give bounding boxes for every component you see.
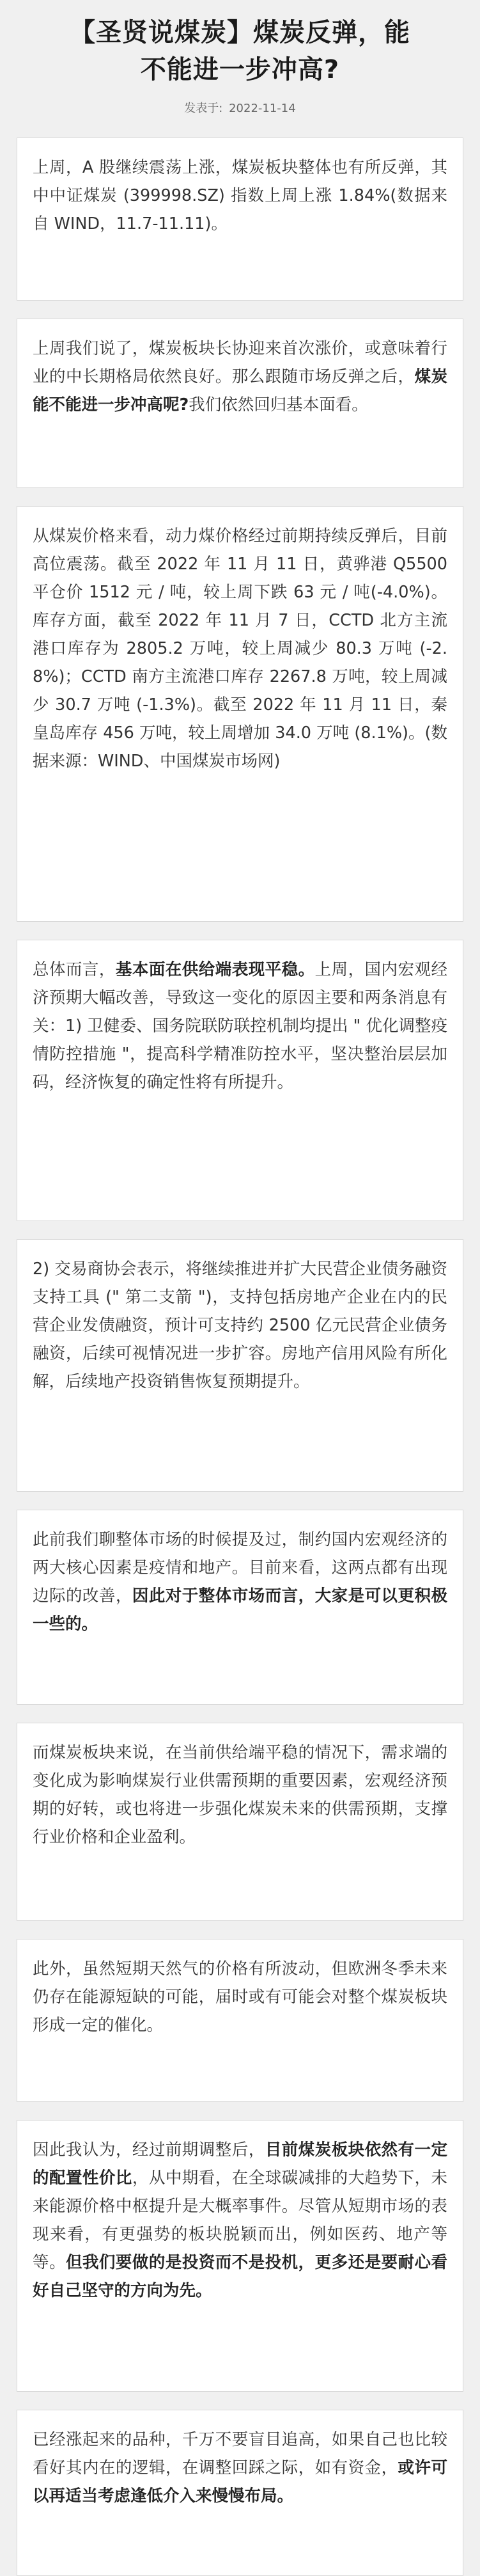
article-title: 【圣贤说煤炭】煤炭反弹，能不能进一步冲高? bbox=[70, 18, 410, 84]
paragraph-card bbox=[17, 1239, 463, 1492]
emphasis-text: 或许可以再适当考虑逢低介入来慢慢布局。 bbox=[33, 2458, 447, 2506]
paragraph-text: 因此我认为，经过前期调整后， bbox=[33, 2140, 265, 2160]
paragraph-card bbox=[17, 1723, 463, 1921]
paragraph-text: 此外，虽然短期天然气的价格有所波动，但欧洲冬季未来仍存在能源短缺的可能，届时或有可能会对整个煤炭板块形成一定的催化。 bbox=[33, 1959, 447, 2035]
article-body bbox=[17, 138, 463, 2576]
emphasis-text: 目前煤炭板块依然有一定的配置性价比 bbox=[33, 2140, 447, 2188]
paragraph-text: 而煤炭板块来说，在当前供给端平稳的情况下，需求端的变化成为影响煤炭行业供需预期的重要因素，宏观经济预期的好转，或也将进一步强化煤炭未来的供需预期，支撑行业价格和企业盈利。 bbox=[33, 1743, 447, 1847]
paragraph-text: 2) 交易商协会表示，将继续推进并扩大民营企业债务融资支持工具 (" 第二支箭 ")，支持包括房地产企业在内的民营企业发债融资，预计可支持约 2500 亿元民营企业债务融资，后续可视情况进一步扩容。房地产信用风险有所化解，后续地产投资销售恢复预期提升。 bbox=[33, 1260, 447, 1391]
paragraph-text: 上周，国内宏观经济预期大幅改善，导致这一变化的原因主要和两条消息有关：1) 卫健委、国务院联防联控机制均提出 " 优化调整疫情防控措施 "，提高科学精准防控水平，坚决整治层层加码，经济恢复的确定性将有所提升。 bbox=[33, 960, 447, 1092]
publish-date: 2022-11-14 bbox=[229, 102, 296, 115]
paragraph-card bbox=[17, 2410, 463, 2576]
paragraph-text: 从煤炭价格来看，动力煤价格经过前期持续反弹后，目前高位震荡。截至 2022 年 11 月 11 日，黄骅港 Q5500 平仓价 1512 元 / 吨，较上周下跌 63 元 / 吨(-4.0%)。库存方面，截至 2022 年 11 月 7 日，CCTD 北方主流港口库存为 2805.2 万吨，较上周减少 80.3 万吨 (-2.8%)；CCTD 南方主流港口库存 2267.8 万吨，较上周减少 30.7 万吨 (-1.3%)。截至 2022 年 11 月 11 日，秦皇岛库存 456 万吨，较上周增加 34.0 万吨 (8.1%)。(数据来源：WIND、中国煤炭市场网) bbox=[33, 526, 447, 771]
paragraph-card bbox=[17, 506, 463, 922]
article-header bbox=[0, 0, 480, 116]
paragraph-card bbox=[17, 319, 463, 488]
emphasis-text: 煤炭能不能进一步冲高呢? bbox=[33, 367, 447, 415]
paragraph-text: 总体而言， bbox=[33, 960, 116, 979]
paragraph-text: 已经涨起来的品种，千万不要盲目追高，如果自己也比较看好其内在的逻辑，在调整回踩之际，如有资金， bbox=[33, 2430, 447, 2477]
publish-info bbox=[0, 101, 480, 116]
paragraph-card bbox=[17, 2120, 463, 2392]
paragraph-text: ，从中期看，在全球碳减排的大趋势下，未来能源价格中枢提升是大概率事件。尽管从短期市场的表现来看，有更强势的板块脱颖而出，例如医药、地产等等。 bbox=[33, 2169, 447, 2272]
paragraph-text: 我们依然回归基本面看。 bbox=[189, 395, 368, 415]
paragraph-text: 上周，A 股继续震荡上涨，煤炭板块整体也有所反弹，其中中证煤炭 (399998.SZ) 指数上周上涨 1.84%(数据来自 WIND，11.7-11.11)。 bbox=[33, 158, 447, 233]
emphasis-text: 但我们要做的是投资而不是投机，更多还是要耐心看好自己坚守的方向为先。 bbox=[33, 2253, 447, 2300]
paragraph-card bbox=[17, 940, 463, 1221]
emphasis-text: 因此对于整体市场而言，大家是可以更积极一些的。 bbox=[33, 1586, 447, 1634]
paragraph-text: 此前我们聊整体市场的时候提及过，制约国内宏观经济的两大核心因素是疫情和地产。目前来看，这两点都有出现边际的改善， bbox=[33, 1530, 447, 1606]
paragraph-text: 上周我们说了，煤炭板块长协迎来首次涨价，或意味着行业的中长期格局依然良好。那么跟随市场反弹之后， bbox=[33, 339, 447, 386]
paragraph-card bbox=[17, 1939, 463, 2102]
paragraph-card bbox=[17, 138, 463, 301]
publish-label: 发表于: bbox=[184, 102, 223, 115]
paragraph-card bbox=[17, 1510, 463, 1705]
emphasis-text: 基本面在供给端表现平稳。 bbox=[115, 960, 315, 979]
